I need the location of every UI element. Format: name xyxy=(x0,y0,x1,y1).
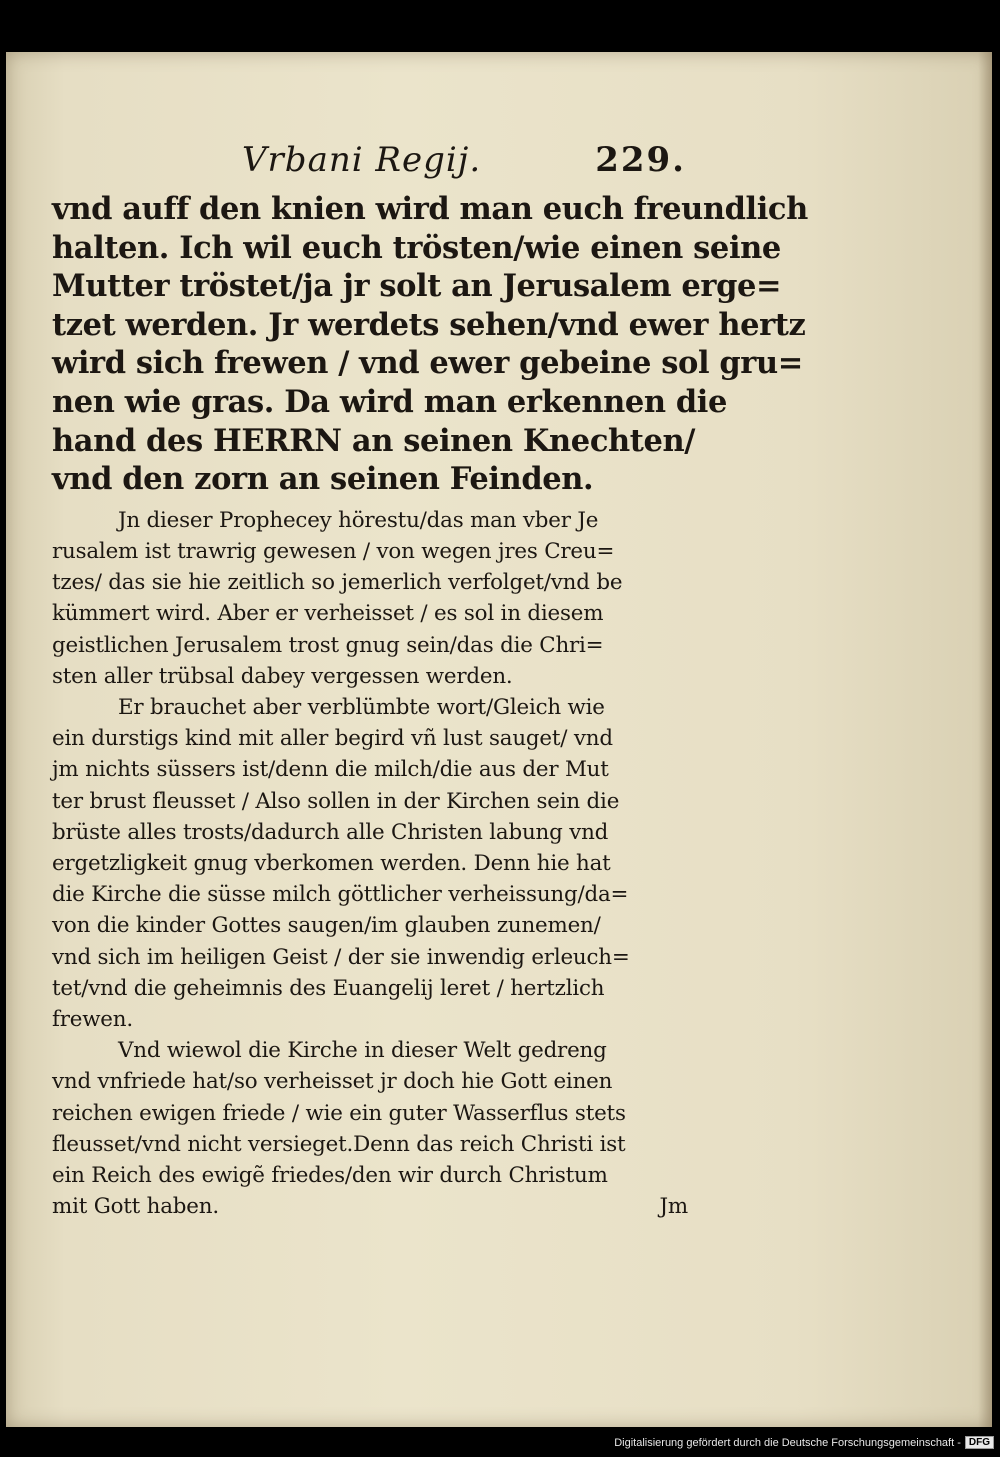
text-line: Er brauchet aber verblümbte wort/Gleich wie xyxy=(118,694,605,720)
scripture-quote xyxy=(52,190,808,499)
text-line: tet/vnd die geheimnis des Euangelij leret / hertzlich xyxy=(52,975,605,1001)
text-line: ter brust fleusset / Also sollen in der Kirchen sein die xyxy=(52,788,620,814)
text-line: vnd vnfriede hat/so verheisset jr doch hie Gott einen xyxy=(52,1069,613,1095)
text-line: hand des HERRN an seinen Knechten/ xyxy=(52,422,695,459)
running-title: Vrbani Regij. xyxy=(242,140,482,180)
book-page xyxy=(6,52,992,1427)
text-line: ein Reich des ewigẽ friedes/den wir durch Christum xyxy=(52,1163,608,1189)
text-line: Vnd wiewol die Kirche in dieser Welt gedreng xyxy=(118,1038,607,1064)
text-line: rusalem ist trawrig gewesen / von wegen jres Creu= xyxy=(52,538,615,564)
text-line: reichen ewigen friede / wie ein guter Wasserflus stets xyxy=(52,1100,626,1126)
catchword: Jm xyxy=(659,1194,688,1220)
text-line: frewen. xyxy=(52,1007,133,1032)
page-number: 229. xyxy=(595,140,686,180)
text-line: tzes/ das sie hie zeitlich so jemerlich verfolget/vnd be xyxy=(52,570,623,596)
text-line: halten. Ich wil euch trösten/wie einen seine xyxy=(52,229,781,266)
text-line: von die kinder Gottes saugen/im glauben zunemen/ xyxy=(52,913,601,939)
text-line: geistlichen Jerusalem trost gnug sein/das die Chri= xyxy=(52,632,604,658)
text-line: jm nichts süssers ist/denn die milch/die aus der Mut xyxy=(52,757,609,783)
text-line: tzet werden. Jr werdets sehen/vnd ewer hertz xyxy=(52,306,806,343)
page-edge-shadow xyxy=(978,52,992,1427)
text-line: ein durstigs kind mit aller begird vñ lust sauget/ vnd xyxy=(52,726,613,752)
text-line: brüste alles trosts/dadurch alle Christen labung vnd xyxy=(52,819,609,845)
text-line: fleusset/vnd nicht versieget.Denn das reich Christi ist xyxy=(52,1131,626,1157)
text-line: vnd sich im heiligen Geist / der sie inwendig erleuch= xyxy=(52,944,630,970)
text-line: Jn dieser Prophecey hörestu/das man vber Je xyxy=(118,507,599,533)
text-line: ergetzligkeit gnug vberkomen werden. Denn hie hat xyxy=(52,850,611,876)
text-line: mit Gott haben. xyxy=(52,1194,219,1220)
text-line: Mutter tröstet/ja jr solt an Jerusalem erge= xyxy=(52,268,782,305)
text-line: wird sich frewen / vnd ewer gebeine sol gru= xyxy=(52,345,803,382)
text-line: kümmert wird. Aber er verheisset / es sol in diesem xyxy=(52,601,604,627)
credit-text: Digitalisierung gefördert durch die Deutsche Forschungsgemeinschaft - xyxy=(614,1436,961,1449)
running-head xyxy=(52,140,692,190)
text-block xyxy=(52,140,808,1222)
digitization-credit xyxy=(614,1436,994,1449)
text-line: nen wie gras. Da wird man erkennen die xyxy=(52,383,727,420)
last-line xyxy=(52,1191,692,1222)
dfg-logo: DFG xyxy=(965,1436,994,1449)
text-line: vnd auff den knien wird man euch freundlich xyxy=(52,191,808,227)
text-line: die Kirche die süsse milch göttlicher verheissung/da= xyxy=(52,882,629,908)
text-line: sten aller trübsal dabey vergessen werden. xyxy=(52,663,513,689)
commentary xyxy=(52,505,692,1223)
text-line: vnd den zorn an seinen Feinden. xyxy=(52,461,594,498)
